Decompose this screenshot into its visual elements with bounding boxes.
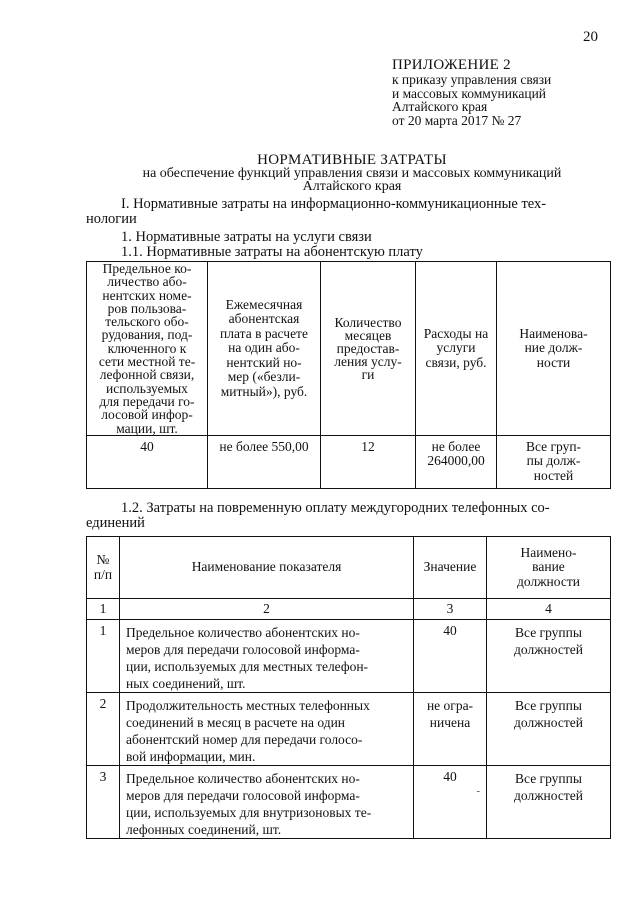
row-number: 1 (87, 620, 120, 693)
section-heading: I. Нормативные затраты на информационно-коммуникационные тех- (121, 196, 547, 212)
table-header-cell: Предельное ко- личество або- нентских номе- ров пользова- тельского обо- рудования, под- ключенного к сети местной те- лефонной связи, используемых для передачи го- лосовой инфор- мации, шт. (87, 262, 208, 436)
indicator-value-text: 40 (443, 769, 457, 784)
column-number: 2 (120, 599, 414, 620)
appendix-line: к приказу управления связи (392, 72, 552, 87)
indicator-name: Продолжительность местных телефонных соединений в месяц в расчете на один абонентский номер для передачи голосо- вой информации, мин. (120, 693, 414, 766)
table-header-cell: Количество месяцев предостав- ления услу- ги (321, 262, 416, 436)
column-number: 3 (414, 599, 487, 620)
table-header-cell: Наименова- ние долж- ности (497, 262, 611, 436)
table-cell: 40 (87, 435, 208, 488)
long-distance-calls-table (86, 536, 611, 839)
table-cell: не более 550,00 (208, 435, 321, 488)
appendix-title: ПРИЛОЖЕНИЕ 2 (392, 57, 511, 73)
table-header-cell: Ежемесячная абонентская плата в расчете на один або- нентский но- мер («безли- митный»), руб. (208, 262, 321, 436)
table-header-cell: Наимено- вание должности (487, 537, 611, 599)
table-header-cell: Значение (414, 537, 487, 599)
table-header-cell: Наименование показателя (120, 537, 414, 599)
appendix-line: Алтайского края (392, 99, 488, 114)
subsection-heading: 1.1. Нормативные затраты на абонентскую плату (121, 244, 423, 260)
indicator-value: не огра- ничена (414, 693, 487, 766)
document-title: НОРМАТИВНЫЕ ЗАТРАТЫ (257, 152, 447, 168)
appendix-date: от 20 марта 2017 № 27 (392, 112, 522, 128)
table-cell: не более 264000,00 (416, 435, 497, 488)
position-name: Все группы должностей (487, 620, 611, 693)
row-number: 2 (87, 693, 120, 766)
position-name: Все группы должностей (487, 693, 611, 766)
table-header-cell: Расходы на услуги связи, руб. (416, 262, 497, 436)
table-cell: Все груп- пы долж- ностей (497, 435, 611, 488)
subsection-heading: единений (86, 515, 145, 531)
column-number: 1 (87, 599, 120, 620)
section-heading: нологии (86, 211, 137, 227)
subsection-heading: 1. Нормативные затраты на услуги связи (121, 229, 372, 245)
position-name: Все группы должностей (487, 766, 611, 839)
row-number: 3 (87, 766, 120, 839)
document-subtitle: Алтайского края (302, 179, 402, 194)
table-cell: 12 (321, 435, 416, 488)
indicator-name: Предельное количество абонентских но- меров для передачи голосовой информа- ции, используемых для внутризоновых те- лефонных соединений, шт. (120, 766, 414, 839)
appendix-line: и массовых коммуникаций (392, 85, 547, 101)
indicator-name: Предельное количество абонентских но- меров для передачи голосовой информа- ции, используемых для местных телефон- ных соединений, шт. (120, 620, 414, 693)
handwritten-mark: - (476, 785, 480, 797)
document-subtitle: на обеспечение функций управления связи и массовых коммуникаций (142, 166, 562, 181)
subsection-heading: 1.2. Затраты на повременную оплату междугородних телефонных со- (121, 500, 550, 516)
indicator-value (414, 766, 487, 839)
table-header-cell: № п/п (87, 537, 120, 599)
column-number: 4 (487, 599, 611, 620)
indicator-value: 40 (414, 620, 487, 693)
appendix-block (392, 57, 551, 127)
page-number: 20 (583, 29, 598, 45)
subscription-fee-table (86, 261, 611, 489)
